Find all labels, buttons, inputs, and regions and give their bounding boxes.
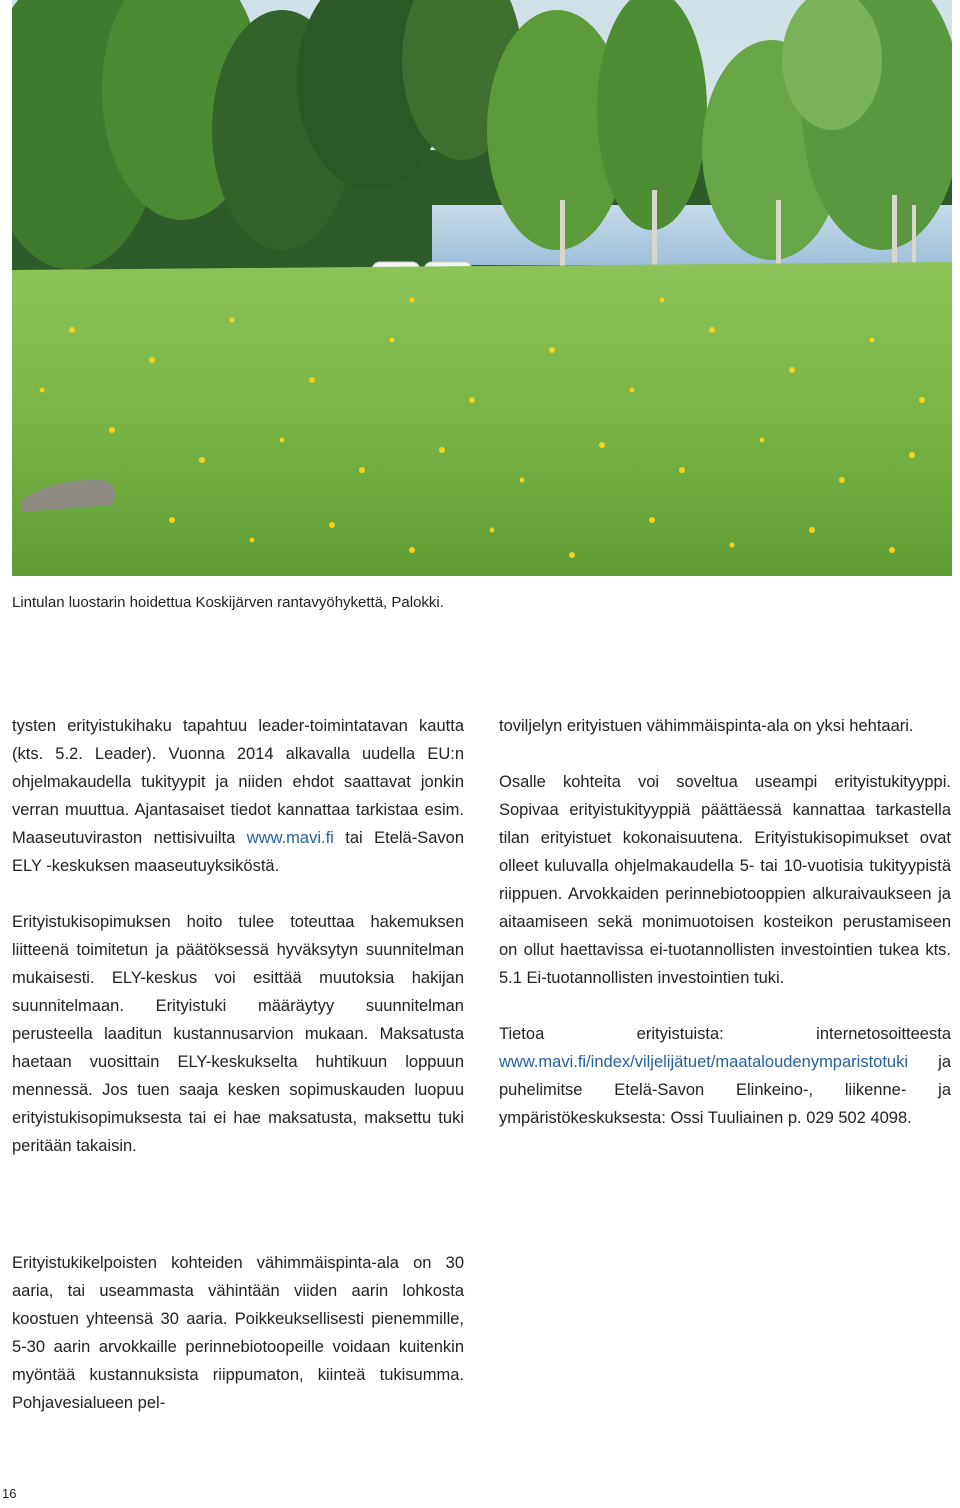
paragraph-text: ja puhelimitse Etelä-Savon Elinkeino-, liikenne- ja ympäristökeskuksesta: Ossi Tuuliainen p. 029 502 4098. (499, 1053, 951, 1127)
landscape-illustration (12, 0, 952, 576)
mavi-link[interactable]: www.mavi.fi (246, 829, 334, 847)
paragraph-text: tai Etelä-Savon ELY -keskuksen maaseutuyksiköstä. (12, 829, 465, 875)
right-column (499, 712, 951, 1132)
paragraph-text: Tietoa erityistuista: internetosoitteesta (499, 1025, 951, 1043)
paragraph: Erityistukisopimuksen hoito tulee toteuttaa hakemuksen liitteenä toimitetun ja päätöksessä hyväksytyn suunnitelman mukaisesti. ELY-keskus voi esittää muutoksia hakijan suunnitelmaan. Erityistuki määräytyy suunnitelman perusteella laaditun kustannusarvion mukaan. Maksatusta haetaan vuosittain ELY-keskukselta huhtikuun loppuun mennessä. Jos tuen saaja kesken sopimuskauden luopuu erityistukisopimuksesta tai ei hae maksatusta, maksettu tuki peritään takaisin. (12, 913, 464, 1155)
paragraph-text: tysten erityistukihaku tapahtuu leader-toimintatavan kautta (kts. 5.2. Leader). Vuonna 2014 alkavalla uudella EU:n ohjelmakaudella tukityypit ja niiden ehdot saattavat jonkin verran muuttua. Ajantasaiset tiedot kannattaa tarkistaa esim. Maaseutuviraston nettisivuilta (12, 717, 464, 847)
left-column (12, 712, 464, 1160)
paragraph: toviljelyn erityistuen vähimmäispinta-ala on yksi hehtaari. (499, 717, 914, 735)
landscape-photo (12, 0, 952, 576)
paragraph: Osalle kohteita voi soveltua useampi erityistukityyppi. Sopivaa erityistukityyppiä päättäessä kannattaa tarkastella tilan erityistuet kokonaisuutena. Erityistukisopimukset ovat olleet kuluvalla ohjelmakaudella 5- tai 10-vuotisia tukityypistä riippuen. Arvokkaiden perinnebiotooppien alkuraivaukseen ja aitaamiseen sekä monimuotoisen kosteikon perustamiseen on ollut haettavissa ei-tuotannollisten investointien tukea kts. 5.1 Ei-tuotannollisten investointien tuki. (499, 773, 951, 987)
mavi-tuki-link[interactable]: www.mavi.fi/index/viljelijätuet/maataloudenymparistotuki (499, 1053, 909, 1071)
paragraph: Erityistukikelpoisten kohteiden vähimmäispinta-ala on 30 aaria, tai useammasta vähintään viiden aarin lohkosta koostuen yhteensä 30 aaria. Poikkeuksellisesti pienemmille, 5-30 aarin arvokkaille perinnebiotoopeille voidaan kuitenkin myöntää kustannuksista riippumaton, kiinteä tukisumma. Pohjavesialueen pel- (12, 1254, 464, 1412)
page-number: 16 (2, 1486, 17, 1501)
bottom-column (12, 1249, 464, 1417)
paragraph (12, 712, 464, 880)
paragraph (499, 1020, 951, 1132)
photo-caption: Lintulan luostarin hoidettua Koskijärven rantavyöhykettä, Palokki. (12, 594, 444, 611)
